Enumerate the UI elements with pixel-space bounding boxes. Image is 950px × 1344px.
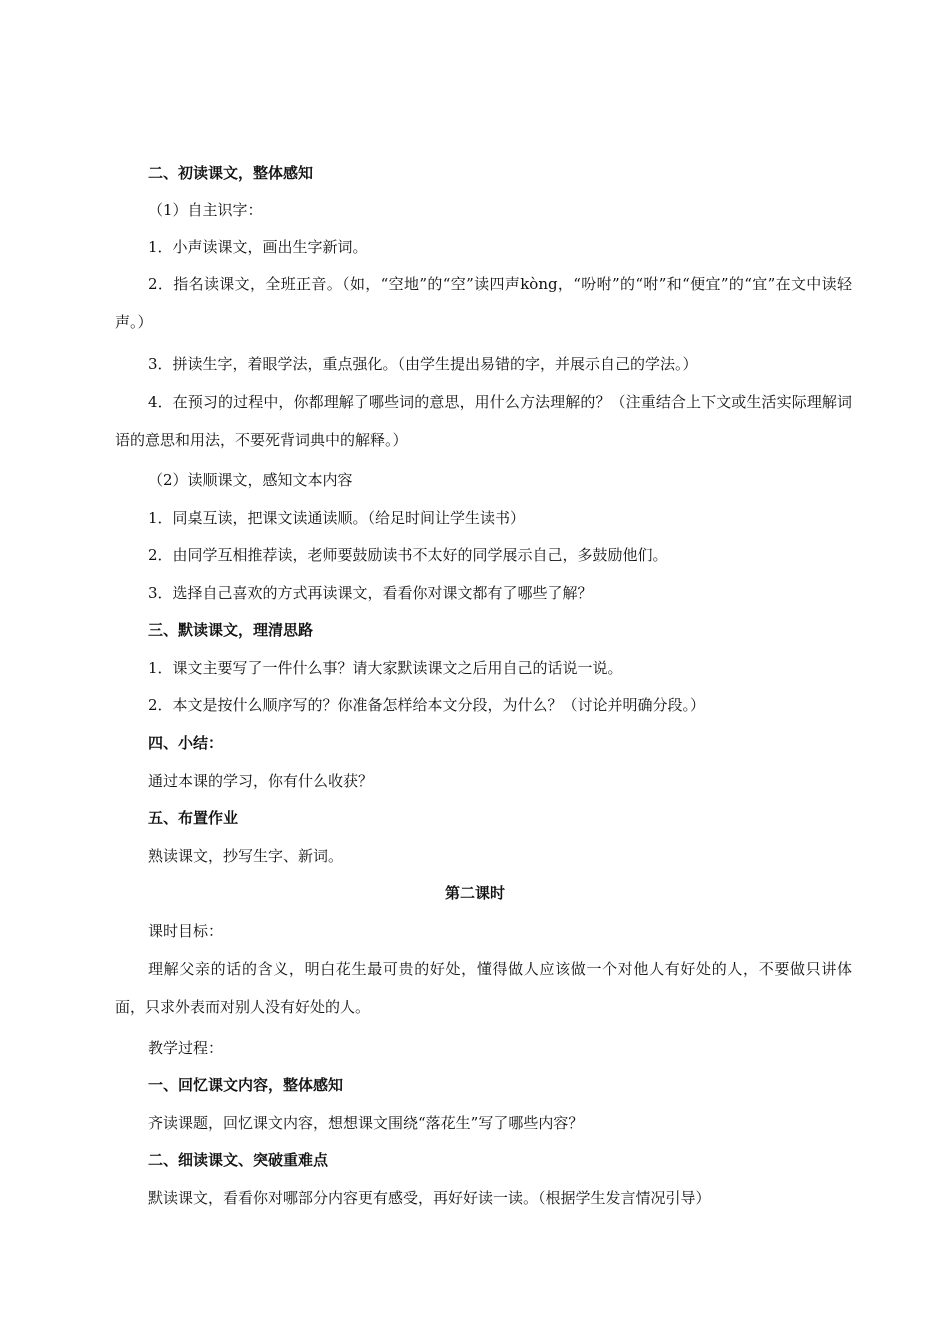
section-heading-5: 五、布置作业 [148, 809, 239, 827]
paragraph: 2．指名读课文，全班正音。（如，“空地”的“空”读四声kòng，“吩咐”的“咐”和“便宜”的“宜”在文中读轻声。） [115, 275, 852, 331]
paragraph: 1．同桌互读，把课文读通读顺。（给足时间让学生读书） [148, 509, 526, 527]
paragraph: 3．选择自己喜欢的方式再读课文，看看你对课文都有了哪些了解？ [148, 584, 593, 602]
lesson-title: 第二课时 [444, 884, 505, 902]
paragraph: 课时目标： [148, 922, 224, 940]
paragraph: 3．拼读生字，着眼学法，重点强化。（由学生提出易错的字，并展示自己的学法。） [148, 355, 698, 373]
paragraph: 理解父亲的话的含义，明白花生最可贵的好处，懂得做人应该做一个对他人有好处的人，不要做只讲体面，只求外表而对别人没有好处的人。 [115, 960, 852, 1016]
paragraph: 1．课文主要写了一件什么事？请大家默读课文之后用自己的话说一说。 [148, 659, 623, 677]
paragraph: 2．本文是按什么顺序写的？你准备怎样给本文分段，为什么？（讨论并明确分段。） [148, 696, 706, 714]
subheading-read-fluently: （2）读顺课文，感知文本内容 [148, 471, 353, 489]
paragraph: 1．小声读课文，画出生字新词。 [148, 238, 368, 256]
section-heading-2: 二、初读课文，整体感知 [148, 164, 314, 182]
section-heading-3: 三、默读课文，理清思路 [148, 621, 314, 639]
paragraph: 教学过程： [148, 1039, 224, 1057]
section-heading-4: 四、小结： [148, 734, 224, 752]
paragraph: 2．由同学互相推荐读，老师要鼓励读书不太好的同学展示自己，多鼓励他们。 [148, 546, 668, 564]
paragraph: 熟读课文，抄写生字、新词。 [148, 847, 344, 865]
paragraph: 齐读课题，回忆课文内容，想想课文围绕“落花生”写了哪些内容？ [148, 1114, 584, 1132]
subheading-self-literacy: （1）自主识字： [148, 201, 263, 219]
section-heading-2b: 二、细读课文、突破重难点 [148, 1151, 329, 1169]
section-heading-1: 一、回忆课文内容，整体感知 [148, 1076, 344, 1094]
paragraph: 默读课文，看看你对哪部分内容更有感受，再好好读一读。（根据学生发言情况引导） [148, 1189, 711, 1207]
paragraph: 4．在预习的过程中，你都理解了哪些词的意思，用什么方法理解的？（注重结合上下文或生活实际理解词语的意思和用法，不要死背词典中的解释。） [115, 393, 852, 449]
paragraph: 通过本课的学习，你有什么收获？ [148, 772, 374, 790]
